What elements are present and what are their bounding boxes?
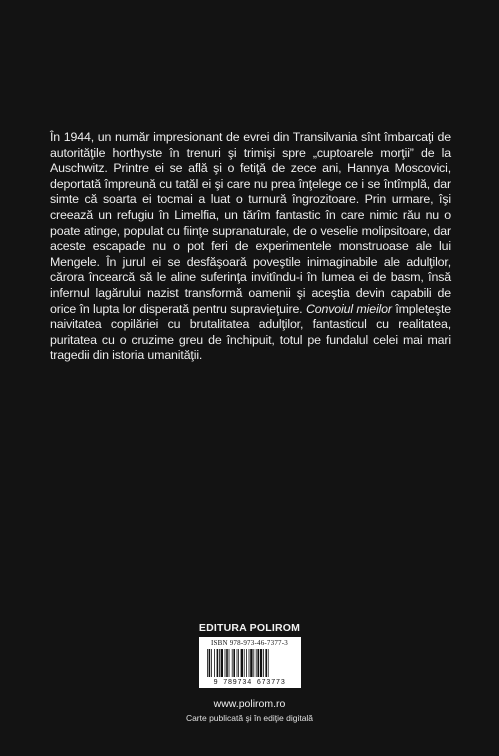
barcode-bar <box>236 649 237 677</box>
book-title-italic: Convoiul mieilor <box>305 301 392 316</box>
publisher-website: www.polirom.ro <box>213 698 286 710</box>
barcode-bar <box>238 649 239 677</box>
back-cover-blurb <box>50 130 451 364</box>
barcode-bar <box>220 649 222 677</box>
barcode-bar <box>207 649 208 677</box>
barcode-bar <box>255 649 256 677</box>
barcode-bar <box>211 649 212 677</box>
barcode-bar <box>248 649 249 677</box>
barcode-bar <box>216 649 218 677</box>
barcode-bar <box>257 649 259 677</box>
isbn-barcode <box>199 637 301 688</box>
barcode-bar <box>259 649 261 677</box>
publisher-imprint <box>0 622 499 723</box>
barcode-bar <box>243 649 244 677</box>
blurb-text-part2: împleteşte naivitatea copilăriei cu brutalitatea adulţilor, fantasticul cu realitatea, puritatea cu o cruzime greu de închipuit, totul pe fundalul celei mai mari tragedii din istoria umanităţii. <box>50 301 451 363</box>
barcode-bar <box>246 649 247 677</box>
barcode-image <box>207 649 293 677</box>
barcode-bar <box>228 649 229 677</box>
barcode-bar <box>214 649 215 677</box>
barcode-bar <box>240 649 242 677</box>
blurb-text-part1: În 1944, un număr impresionant de evrei din Transilvania sînt îmbarcaţi de autorităţile horthyste în trenuri şi trimişi spre „cuptoarele morţii” de la Auschwitz. Printre ei se află şi o fetiţă de zece ani, Hannya Moscovici, deportată împreună cu tatăl ei şi care nu prea înţelege ce i se întîmplă, dar simte că soarta ei tocmai a luat o turnură îngrozitoare. Prin urmare, îşi creează un refugiu în Limelfia, un tărîm fantastic în care nimic rău nu o poate atinge, populat cu fiinţe supranaturale, de o veselie molipsitoare, dar aceste escapade nu o pot feri de experimentele monstruoase ale lui Mengele. În jurul ei se desfăşoară poveştile inimaginabile ale adulţilor, cărora încearcă să le aline suferinţa invitîndu-i în lumea ei de basm, însă infernul lagărului nazist transformă oamenii şi aceştia devin capabili de orice în lupta lor disperată pentru supravieţuire. <box>50 130 451 316</box>
barcode-bar <box>224 649 225 677</box>
barcode-bar <box>267 649 268 677</box>
barcode-bar <box>231 649 232 677</box>
isbn-label: ISBN 978-973-46-7377-3 <box>211 639 288 647</box>
barcode-bar <box>250 649 252 677</box>
barcode-bar <box>208 649 210 677</box>
digital-edition-note: Carte publicată şi în ediţie digitală <box>185 713 314 723</box>
barcode-bar <box>265 649 267 677</box>
publisher-name: EDITURA POLIROM <box>198 622 301 634</box>
barcode-bar <box>263 649 264 677</box>
barcode-bar <box>253 649 254 677</box>
barcode-bar <box>233 649 235 677</box>
barcode-digits: 9 789734 673773 <box>213 679 286 687</box>
barcode-bar <box>226 649 228 677</box>
barcode-bar <box>219 649 220 677</box>
